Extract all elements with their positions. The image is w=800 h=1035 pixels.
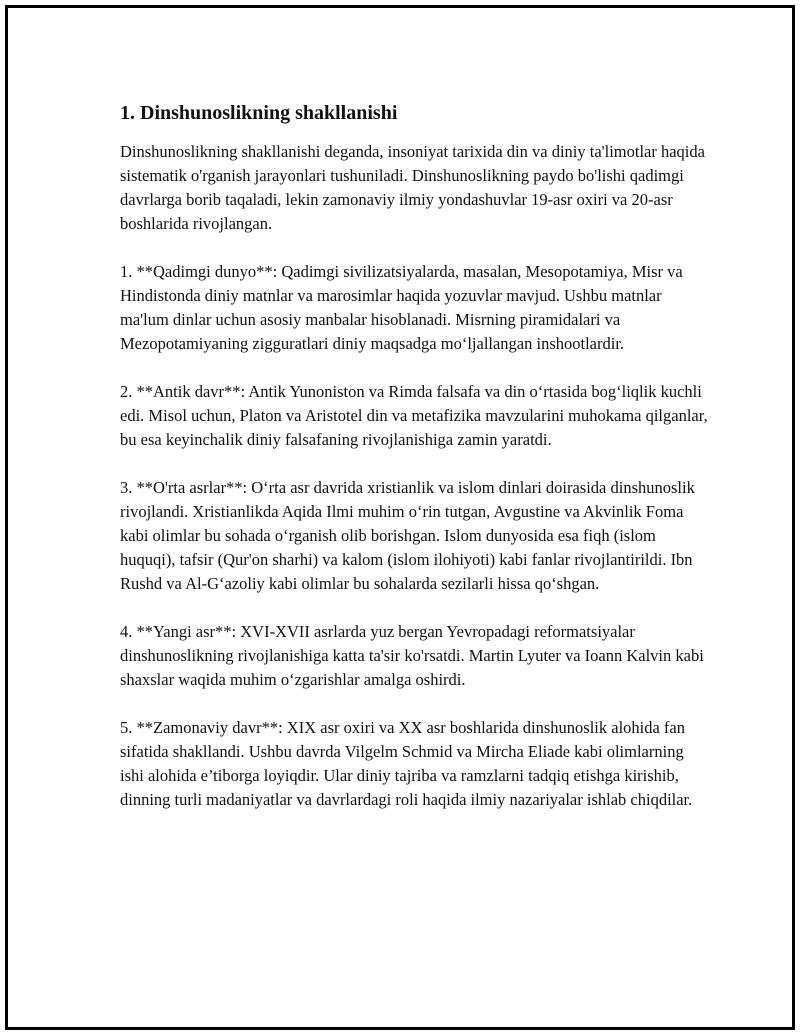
- paragraph-new-age: 4. **Yangi asr**: XVI-XVII asrlarda yuz bergan Yevropadagi reformatsiyalar dinshunoslikning rivojlanishiga katta ta'sir ko'rsatdi. Martin Lyuter va Ioann Kalvin kabi shaxslar waqida muhim o‘zgarishlar amalga oshirdi.: [120, 622, 704, 689]
- document-body: [120, 100, 710, 836]
- paragraph-antiquity: 2. **Antik davr**: Antik Yunoniston va Rimda falsafa va din o‘rtasida bog‘liqlik kuchli edi. Misol uchun, Platon va Aristotel din va metafizika mavzularini muhokama qilganlar, bu esa keyinchalik diniy falsafaning rivojlanishiga zamin yaratdi.: [120, 382, 708, 449]
- paragraph-modern-era: 5. **Zamonaviy davr**: XIX asr oxiri va XX asr boshlarida dinshunoslik alohida fan sifatida shakllandi. Ushbu davrda Vilgelm Schmid va Mircha Eliade kabi olimlarning ishi alohida e’tiborga loyiqdir. Ular diniy tajriba va ramzlarni tadqiq etishga kirishib, dinning turli madaniyatlar va davrlardagi roli haqida ilmiy nazariyalar ishlab chiqdilar.: [120, 718, 693, 809]
- intro-paragraph: Dinshunoslikning shakllanishi deganda, insoniyat tarixida din va diniy ta'limotlar haqida sistematik o'rganish jarayonlari tushuniladi. Dinshunoslikning paydo bo'lishi qadimgi davrlarga borib taqaladi, lekin zamonaviy ilmiy yondashuvlar 19-asr oxiri va 20-asr boshlarida rivojlangan.: [120, 142, 705, 233]
- paragraph-middle-ages: 3. **O'rta asrlar**: O‘rta asr davrida xristianlik va islom dinlari doirasida dinshunoslik rivojlandi. Xristianlikda Aqida Ilmi muhim o‘rin tutgan, Avgustine va Akvinlik Foma kabi olimlar bu sohada o‘rganish olib borishgan. Islom dunyosida esa fiqh (islom huquqi), tafsir (Qur'on sharhi) va kalom (islom ilohiyoti) kabi fanlar rivojlantirildi. Ibn Rushd va Al-G‘azoliy kabi olimlar bu sohalarda sezilarli hissa qo‘shgan.: [120, 478, 695, 593]
- section-heading: 1. Dinshunoslikning shakllanishi: [120, 102, 398, 124]
- paragraph-ancient-world: 1. **Qadimgi dunyo**: Qadimgi sivilizatsiyalarda, masalan, Mesopotamiya, Misr va Hindistonda diniy matnlar va marosimlar haqida yozuvlar mavjud. Ushbu matnlar ma'lum dinlar uchun asosiy manbalar hisoblanadi. Misrning piramidalari va Mezopotamiyaning zigguratlari diniy maqsadga mo‘ljallangan inshootlardir.: [120, 262, 683, 353]
- page-frame: [5, 5, 795, 1030]
